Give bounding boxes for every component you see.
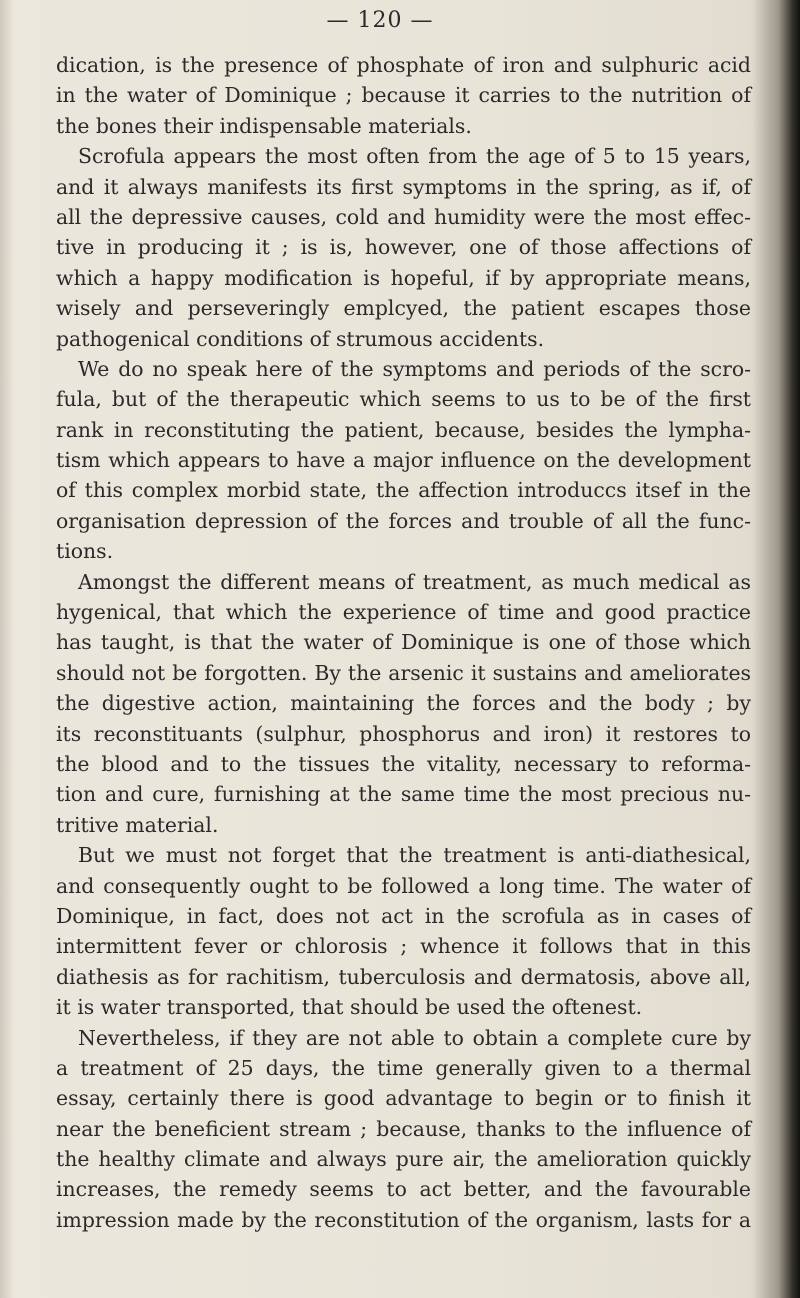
text-line: Amongst the different means of treatment, as much medical as bbox=[78, 569, 751, 594]
text-line: and consequently ought to be followed a long time. The water of bbox=[56, 873, 751, 898]
text-line: tism which appears to have a major influence on the development bbox=[56, 448, 751, 473]
page-edge-shadow bbox=[0, 0, 14, 1298]
text-line: rank in reconstituting the patient, because, besides the lympha- bbox=[56, 417, 751, 442]
text-line: of this complex morbid state, the affection introduccs itsef in the bbox=[56, 478, 751, 503]
body-text bbox=[56, 50, 751, 1235]
text-line: tive in producing it ; is is, however, one of those affections of bbox=[56, 235, 751, 260]
text-line: Dominique, in fact, does not act in the scrofula as in cases of bbox=[56, 903, 751, 928]
text-line: the healthy climate and always pure air, the amelioration quickly bbox=[56, 1147, 751, 1172]
text-line: We do no speak here of the symptoms and periods of the scro- bbox=[78, 356, 751, 381]
text-line: Nevertheless, if they are not able to obtain a complete cure by bbox=[78, 1025, 751, 1050]
text-line: fula, but of the therapeutic which seems to us to be of the first bbox=[56, 387, 751, 412]
text-line: diathesis as for rachitism, tuberculosis and dermatosis, above all, bbox=[56, 964, 751, 989]
text-line: has taught, is that the water of Dominique is one of those which bbox=[56, 630, 751, 655]
page-number: — 120 — bbox=[326, 8, 434, 33]
text-line: a treatment of 25 days, the time generally given to a thermal bbox=[56, 1055, 751, 1080]
text-line: which a happy modification is hopeful, if by appropriate means, bbox=[56, 265, 751, 290]
text-line: Scrofula appears the most often from the age of 5 to 15 years, bbox=[78, 144, 751, 169]
text-line: pathogenical conditions of strumous accidents. bbox=[56, 326, 545, 351]
text-line: increases, the remedy seems to act better, and the favourable bbox=[56, 1177, 751, 1202]
text-line: dication, is the presence of phosphate of iron and sulphuric acid bbox=[56, 53, 751, 77]
text-line: the blood and to the tissues the vitality, necessary to reforma- bbox=[56, 751, 751, 776]
text-line: tion and cure, furnishing at the same time the most precious nu- bbox=[56, 782, 751, 807]
text-line: the bones their indispensable materials. bbox=[56, 113, 472, 138]
text-line: intermittent fever or chlorosis ; whence it follows that in this bbox=[56, 934, 751, 959]
text-line: But we must not forget that the treatment is anti-diathesical, bbox=[78, 843, 751, 868]
text-line: should not be forgotten. By the arsenic it sustains and ameliorates bbox=[56, 660, 751, 685]
text-line: in the water of Dominique ; because it carries to the nutrition of bbox=[56, 83, 751, 108]
text-line: and it always manifests its first symptoms in the spring, as if, of bbox=[56, 174, 751, 199]
text-line: its reconstituants (sulphur, phosphorus and iron) it restores to bbox=[56, 721, 751, 746]
text-line: wisely and perseveringly emplcyed, the patient escapes those bbox=[56, 296, 751, 321]
text-line: impression made by the reconstitution of the organism, lasts for a bbox=[56, 1207, 751, 1232]
text-line: the digestive action, maintaining the forces and the body ; by bbox=[56, 691, 751, 716]
text-line: organisation depression of the forces and trouble of all the func- bbox=[56, 508, 751, 533]
text-line: hygenical, that which the experience of time and good practice bbox=[56, 600, 751, 625]
text-line: it is water transported, that should be used the oftenest. bbox=[56, 995, 643, 1020]
text-line: tions. bbox=[56, 539, 114, 564]
text-line: tritive material. bbox=[56, 812, 219, 837]
text-line: all the depressive causes, cold and humidity were the most effec- bbox=[56, 204, 751, 229]
book-binding-shadow bbox=[752, 0, 800, 1298]
text-line: essay, certainly there is good advantage to begin or to finish it bbox=[56, 1086, 751, 1111]
text-line: near the beneficient stream ; because, thanks to the influence of bbox=[56, 1116, 751, 1141]
